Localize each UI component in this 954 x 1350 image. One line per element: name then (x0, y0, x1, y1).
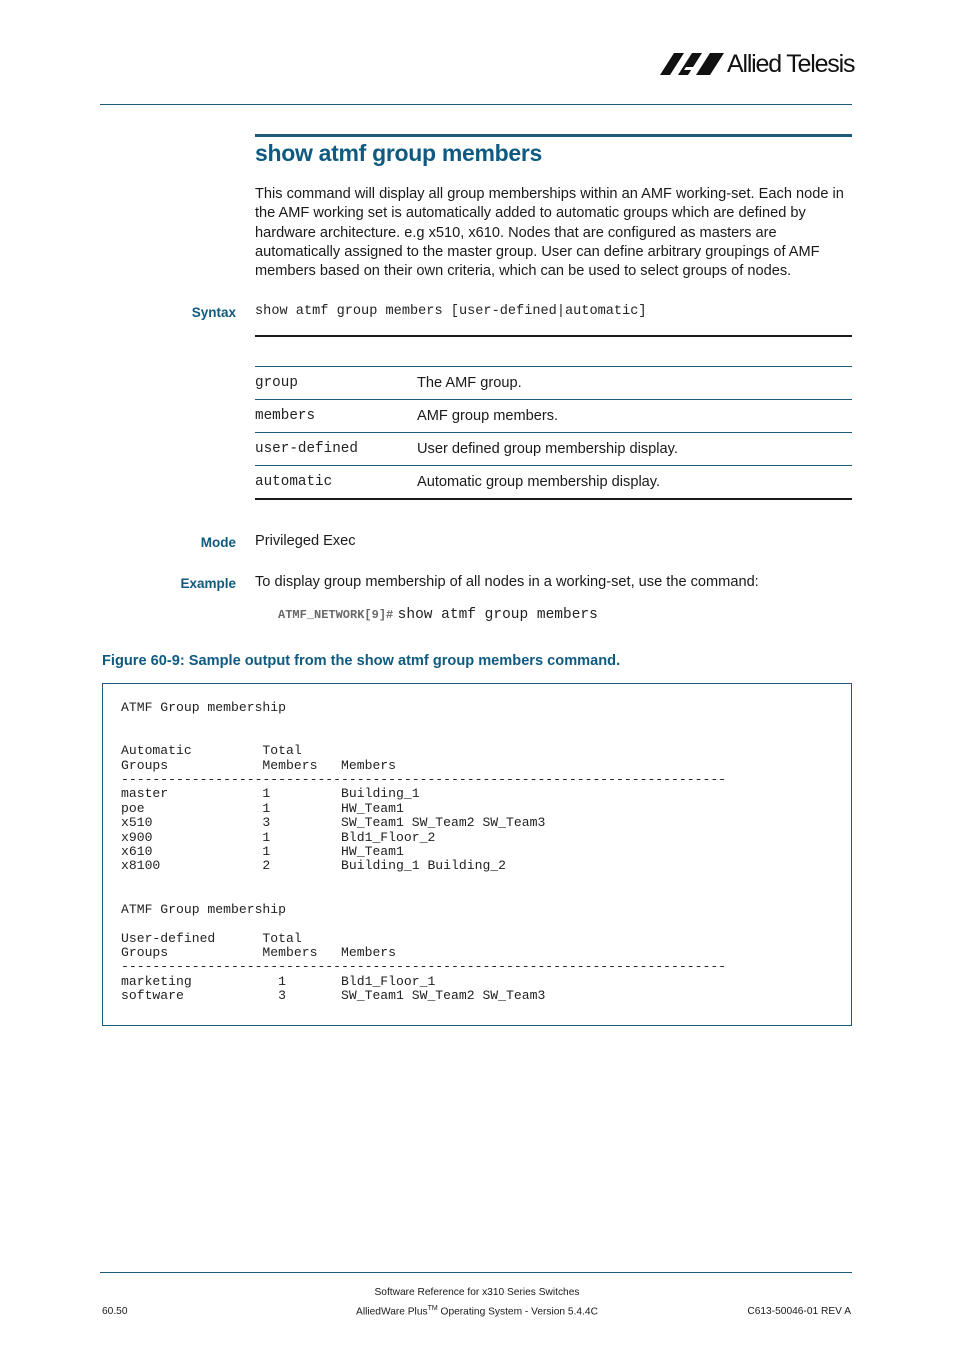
mode-value: Privileged Exec (255, 533, 356, 549)
figure-caption: Figure 60-9: Sample output from the show atmf group members command. (102, 653, 621, 669)
page-title: show atmf group members (255, 140, 543, 166)
param-description: User defined group membership display. (417, 433, 852, 466)
table-row (255, 367, 852, 400)
cli-command: show atmf group members (397, 607, 598, 623)
param-name: automatic (255, 466, 417, 500)
footer-product-name: AlliedWare Plus (356, 1306, 428, 1318)
footer-version: Operating System - Version 5.4.4C (437, 1306, 598, 1318)
table-row (255, 433, 852, 466)
command-output: ATMF Group membership Automatic Total Groups Members Members ----------------------------------------------------------------------------- master 1 Building_1 poe 1 HW_Team1 x510 3 SW_Team1 SW_Team2 SW_Team3 x900 1 Bld1_Floor_2 x610 1 HW_Team1 x8100 2 Building_1 Building_2 ATMF Group membership User-defined Total Groups Members Members ----------------------------------------------------------------------------- marketing 1 Bld1_Floor_1 software 3 SW_Team1 SW_Team2 SW_Team3 (121, 700, 727, 1004)
footer-doc-id: C613-50046-01 REV A (747, 1306, 851, 1317)
allied-telesis-mark-icon (660, 53, 724, 75)
footer-page-number: 60.50 (102, 1306, 128, 1317)
footer-divider (100, 1272, 852, 1273)
param-name: group (255, 367, 417, 400)
param-description: The AMF group. (417, 367, 852, 400)
company-logo (660, 50, 855, 78)
command-description: This command will display all group memberships within an AMF working-set. Each node in the AMF working set is automatically added to automatic groups which are defined by hardware architecture. e.g x510, x610. Nodes that are configured as masters are automatically assigned to the master group. User can define arbitrary groupings of AMF members based on their own criteria, which can be used to select groups of nodes. (255, 186, 844, 280)
example-text: To display group membership of all nodes in a working-set, use the command: (255, 574, 759, 590)
footer-doc-title: Software Reference for x310 Series Switches (374, 1287, 580, 1298)
param-name: user-defined (255, 433, 417, 466)
table-row (255, 400, 852, 433)
syntax-label: Syntax (191, 305, 236, 320)
example-label: Example (180, 576, 236, 591)
example-command (278, 605, 598, 623)
param-description: AMF group members. (417, 400, 852, 433)
header-divider (100, 104, 852, 105)
syntax-command: show atmf group members [user-defined|automatic] (255, 304, 647, 319)
param-description: Automatic group membership display. (417, 466, 852, 500)
footer-trademark: TM (427, 1305, 438, 1312)
logo-wordmark: Allied Telesis (727, 50, 855, 78)
title-rule (255, 134, 852, 137)
mode-label: Mode (200, 535, 236, 550)
param-name: members (255, 400, 417, 433)
table-row (255, 466, 852, 500)
parameter-table (255, 335, 852, 500)
cli-prompt: ATMF_NETWORK[9]# (278, 608, 394, 622)
